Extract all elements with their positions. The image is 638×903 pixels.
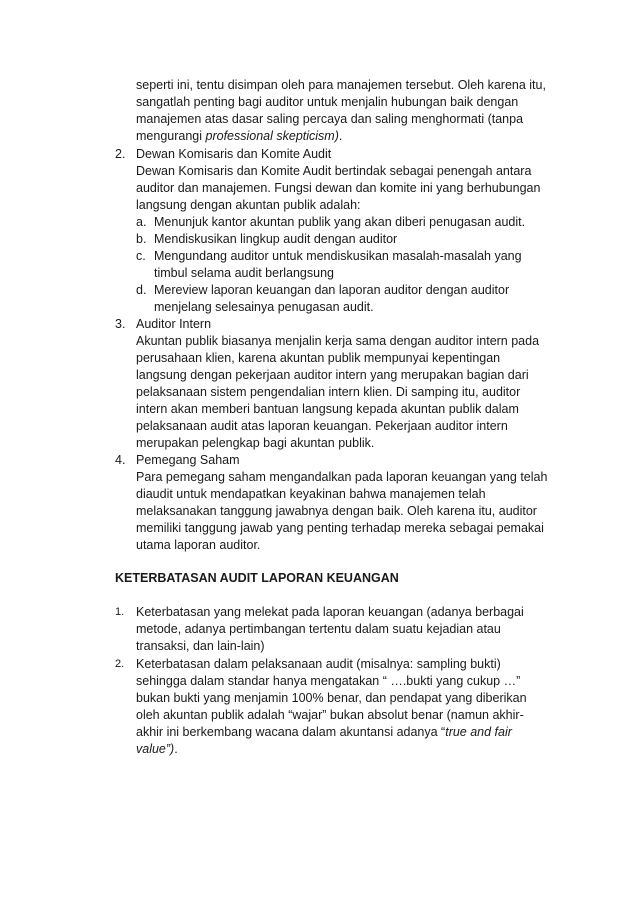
text-span: mengurangi (136, 129, 206, 143)
text-line: pelaksanaan sistem pengendalian intern klien. Di samping itu, auditor (136, 385, 521, 399)
text-line: transaksi, dan lain-lain) (136, 639, 265, 653)
italic-term: value”) (136, 742, 175, 756)
text-line: intern akan memberi bantuan langsung kepada akuntan publik dalam (136, 402, 519, 416)
text-line (136, 741, 178, 758)
text-line: langsung dengan pekerjaan auditor intern yang merupakan bagian dari (136, 368, 529, 382)
list-item-title: Auditor Intern (136, 317, 212, 331)
text-line: melaksanakan tanggung jawabnya dengan baik. Oleh karena itu, auditor (136, 504, 537, 518)
text-line: bukan bukti yang menjamin 100% benar, dan pendapat yang diberikan (136, 691, 527, 705)
text-line: manajemen atas dasar saling percaya dan saling menghormati (tanpa (136, 112, 524, 126)
text-line: Keterbatasan yang melekat pada laporan keuangan (adanya berbagai (136, 605, 524, 619)
text-line: metode, adanya pertimbangan tertentu dalam suatu kejadian atau (136, 622, 501, 636)
text-line: sehingga dalam standar hanya mengatakan “ ….bukti yang cukup …” (136, 674, 521, 688)
italic-term: professional skepticism) (205, 129, 339, 143)
sublist-text: Menunjuk kantor akuntan publik yang akan diberi penugasan audit. (154, 215, 526, 229)
text-line: Keterbatasan dalam pelaksanaan audit (misalnya: sampling bukti) (136, 657, 501, 671)
text-line: pelaksanaan audit atas laporan keuangan. Pekerjaan auditor intern (136, 419, 508, 433)
list-item-title: Pemegang Saham (136, 453, 240, 467)
text-line: utama laporan auditor. (136, 538, 261, 552)
sublist-marker: c. (136, 249, 146, 263)
text-span: akhir ini berkembang wacana dalam akuntansi adanya “ (136, 725, 446, 739)
text-line: Akuntan publik biasanya menjalin kerja sama dengan auditor intern pada (136, 334, 540, 348)
text-line: Dewan Komisaris dan Komite Audit bertindak sebagai penengah antara (136, 164, 532, 178)
list-number: 4. (115, 453, 126, 467)
section-heading: KETERBATASAN AUDIT LAPORAN KEUANGAN (115, 571, 399, 585)
text-line (136, 724, 512, 741)
italic-term: true and fair (445, 725, 512, 739)
sublist-text: menjelang selesainya penugasan audit. (154, 300, 374, 314)
list-number: 2. (115, 658, 125, 670)
text-line: langsung dengan akuntan publik adalah: (136, 198, 361, 212)
text-line: Para pemegang saham mengandalkan pada laporan keuangan yang telah (136, 470, 548, 484)
sublist-marker: b. (136, 232, 147, 246)
list-number: 1. (115, 606, 125, 618)
text-line: merupakan pelengkap bagi akuntan publik. (136, 436, 375, 450)
text-line (136, 128, 342, 145)
sublist-marker: a. (136, 215, 147, 229)
list-number: 3. (115, 317, 126, 331)
text-line: perusahaan klien, karena akuntan publik mempunyai kepentingan (136, 351, 501, 365)
list-item-title: Dewan Komisaris dan Komite Audit (136, 147, 332, 161)
text-line: oleh akuntan publik adalah “wajar” bukan absolut benar (namun akhir- (136, 708, 524, 722)
text-line: sangatlah penting bagi auditor untuk menjalin hubungan baik dengan (136, 95, 519, 109)
sublist-text: Mengundang auditor untuk mendiskusikan masalah-masalah yang (154, 249, 522, 263)
text-line: memiliki tanggung jawab yang penting terhadap mereka sebagai pemakai (136, 521, 544, 535)
sublist-text: Mereview laporan keuangan dan laporan auditor dengan auditor (154, 283, 510, 297)
text-span: . (338, 129, 343, 143)
sublist-marker: d. (136, 283, 147, 297)
text-line: auditor dan manajemen. Fungsi dewan dan komite ini yang berhubungan (136, 181, 541, 195)
sublist-text: Mendiskusikan lingkup audit dengan auditor (154, 232, 398, 246)
list-number: 2. (115, 147, 126, 161)
text-line: diaudit untuk mendapatkan keyakinan bahwa manajemen telah (136, 487, 486, 501)
text-line: seperti ini, tentu disimpan oleh para manajemen tersebut. Oleh karena itu, (136, 78, 546, 92)
text-span: . (174, 742, 178, 756)
sublist-text: timbul selama audit berlangsung (154, 266, 334, 280)
